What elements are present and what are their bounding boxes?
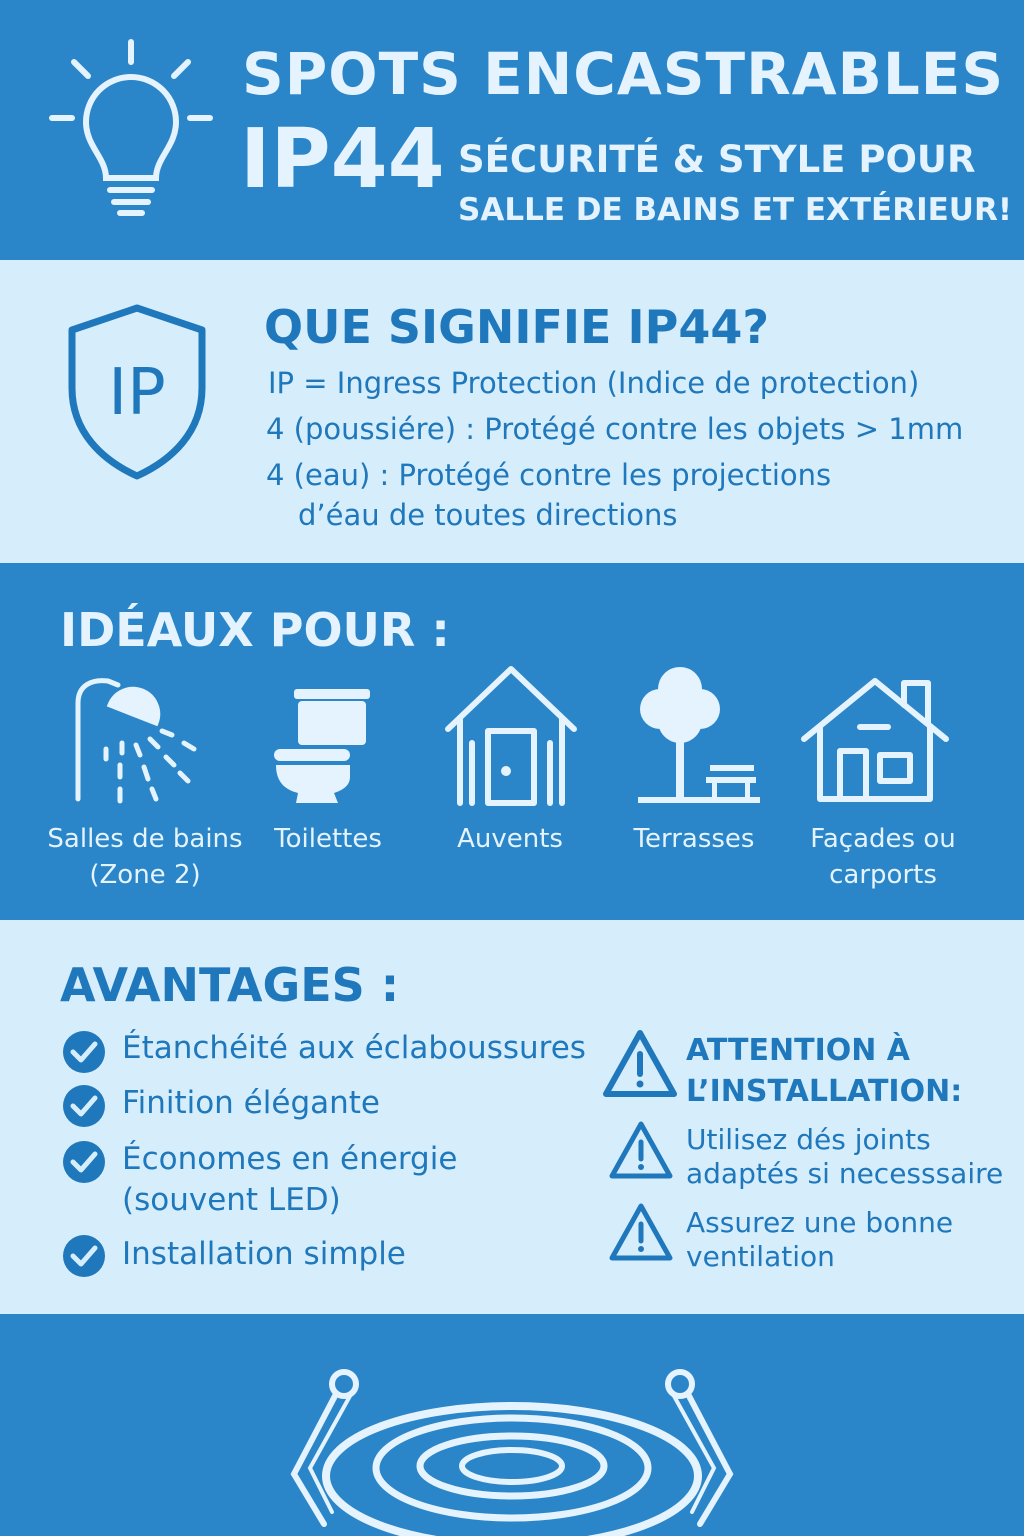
ip-line-2: 4 (poussiére) : Protégé contre les objets > 1mm	[266, 412, 964, 446]
ip-line-3a: 4 (eau) : Protégé contre les projections	[266, 458, 832, 492]
check-icon	[62, 1234, 106, 1278]
shower-icon	[70, 675, 210, 805]
toilet-icon	[270, 687, 376, 807]
check-icon	[62, 1140, 106, 1184]
shield-icon	[64, 302, 210, 482]
lightbulb-icon	[48, 38, 214, 218]
warning-item-joints: Utilisez dés joints adaptés si necesssaire	[686, 1123, 1004, 1190]
subtitle-line-2: SALLE DE BAINS ET EXTÉRIEUR!	[458, 192, 1012, 228]
advantage-item-cont: (souvent LED)	[122, 1182, 341, 1218]
ip-heading: QUE SIGNIFIE IP44?	[264, 300, 770, 354]
advantage-item: Étanchéité aux éclaboussures	[122, 1030, 586, 1066]
label-terraces: Terrasses	[633, 824, 755, 854]
advantage-item: Économes en énergie	[122, 1141, 458, 1177]
house-icon	[800, 675, 950, 805]
warning-icon	[608, 1202, 674, 1262]
advantage-item: Finition élégante	[122, 1085, 380, 1121]
advantages-band	[0, 920, 1024, 1314]
advantages-heading: AVANTAGES :	[60, 958, 400, 1012]
recessed-spotlight-icon	[286, 1362, 738, 1536]
warning-icon	[608, 1120, 674, 1180]
label-awnings: Auvents	[457, 824, 563, 854]
shield-ip-text: IP	[108, 356, 166, 430]
title-line-2: IP44	[240, 112, 445, 207]
footer-band	[0, 1314, 1024, 1536]
check-icon	[62, 1030, 106, 1074]
warning-item-ventilation: Assurez une bonne ventilation	[686, 1206, 954, 1273]
label-facades: Façades ou carports	[810, 824, 956, 890]
header-band	[0, 0, 1024, 260]
label-bathrooms: Salles de bains (Zone 2)	[47, 824, 243, 890]
ip-line-3b: d’éau de toutes directions	[298, 498, 678, 532]
subtitle-line-1: SÉCURITÉ & STYLE POUR	[458, 138, 976, 181]
check-icon	[62, 1084, 106, 1128]
shed-icon	[444, 665, 578, 807]
title-line-1: SPOTS ENCASTRABLES	[242, 40, 1005, 108]
warning-icon	[602, 1028, 678, 1098]
ip-line-1: IP = Ingress Protection (Indice de protection)	[268, 366, 920, 400]
advantage-item: Installation simple	[122, 1236, 406, 1272]
ideal-heading: IDÉAUX POUR :	[60, 603, 450, 657]
ideal-for-band	[0, 563, 1024, 920]
warning-title: ATTENTION À L’INSTALLATION:	[686, 1033, 963, 1109]
ip-explanation-band	[0, 260, 1024, 563]
label-toilets: Toilettes	[274, 824, 382, 854]
tree-bench-icon	[634, 663, 764, 805]
